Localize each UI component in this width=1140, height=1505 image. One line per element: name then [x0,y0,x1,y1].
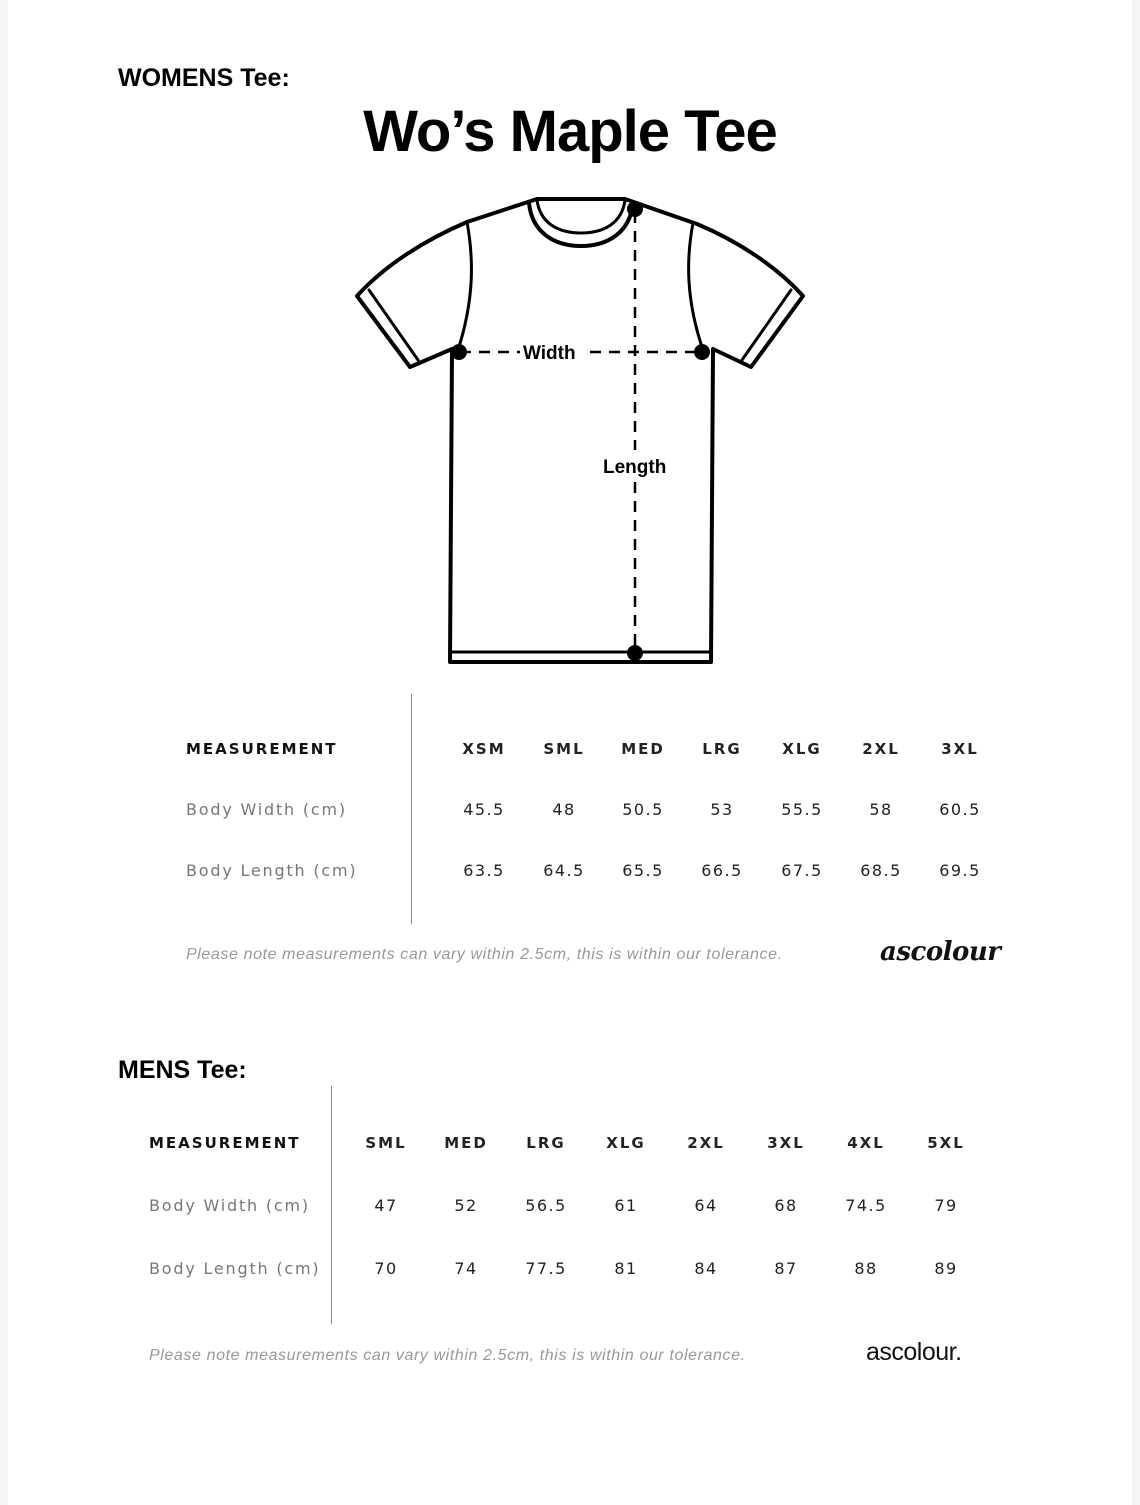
womens-size-header: LRG [702,740,742,758]
womens-cell: 68.5 [860,861,902,880]
mens-table-divider [331,1086,332,1324]
mens-cell: 88 [854,1259,878,1278]
width-label: Width [523,343,576,364]
mens-section-label: MENS Tee: [118,1056,247,1084]
womens-row-label-width: Body Width (cm) [186,800,347,819]
womens-header-measurement: MEASUREMENT [186,740,338,758]
length-label: Length [603,457,667,478]
womens-table-divider [411,694,412,924]
womens-cell: 65.5 [622,861,664,880]
womens-cell: 63.5 [463,861,505,880]
mens-size-header: SML [365,1134,407,1152]
womens-cell: 58 [869,800,893,819]
mens-cell: 89 [934,1259,958,1278]
length-point-bottom [627,645,643,661]
womens-cell: 53 [710,800,734,819]
womens-row-label-length: Body Length (cm) [186,861,358,880]
womens-chart-title: Wo’s Maple Tee [363,99,777,164]
mens-cell: 74.5 [845,1196,887,1215]
womens-cell: 45.5 [463,800,505,819]
womens-size-header: 3XL [941,740,979,758]
womens-cell: 55.5 [781,800,823,819]
womens-cell: 69.5 [939,861,981,880]
womens-cell: 67.5 [781,861,823,880]
mens-size-header: XLG [606,1134,646,1152]
mens-cell: 84 [694,1259,718,1278]
mens-cell: 70 [374,1259,398,1278]
mens-tolerance-note: Please note measurements can vary within 2.5cm, this is within our tolerance. [149,1347,746,1364]
tshirt-outline [357,199,803,662]
womens-cell: 48 [552,800,576,819]
mens-size-header: MED [444,1134,488,1152]
womens-brand-logo: ascolour [880,937,1001,967]
width-point-left [451,344,467,360]
right-sleeve-seam [689,223,703,350]
womens-cell: 66.5 [701,861,743,880]
mens-cell: 74 [454,1259,478,1278]
womens-size-header: SML [543,740,585,758]
mens-cell: 79 [934,1196,958,1215]
tshirt-collar [529,203,633,246]
womens-size-header: XLG [782,740,822,758]
mens-row-label-length: Body Length (cm) [149,1259,321,1278]
mens-cell: 64 [694,1196,718,1215]
mens-cell: 77.5 [525,1259,567,1278]
womens-size-header: MED [621,740,665,758]
left-sleeve-seam [458,222,471,350]
womens-size-header: XSM [462,740,506,758]
womens-tolerance-note: Please note measurements can vary within 2.5cm, this is within our tolerance. [186,946,783,963]
tshirt-diagram [340,188,820,678]
mens-cell: 56.5 [525,1196,567,1215]
mens-size-header: LRG [526,1134,566,1152]
mens-size-header: 3XL [767,1134,805,1152]
womens-section-label: WOMENS Tee: [118,64,290,92]
mens-cell: 68 [774,1196,798,1215]
width-point-right [694,344,710,360]
mens-row-label-width: Body Width (cm) [149,1196,310,1215]
mens-brand-logo: ascolour. [866,1338,962,1366]
mens-cell: 87 [774,1259,798,1278]
mens-cell: 81 [614,1259,638,1278]
mens-size-header: 4XL [847,1134,885,1152]
mens-size-header: 5XL [927,1134,965,1152]
length-point-top [627,201,643,217]
womens-cell: 60.5 [939,800,981,819]
womens-cell: 64.5 [543,861,585,880]
womens-cell: 50.5 [622,800,664,819]
mens-size-header: 2XL [687,1134,725,1152]
mens-header-measurement: MEASUREMENT [149,1134,301,1152]
mens-cell: 47 [374,1196,398,1215]
mens-cell: 52 [454,1196,478,1215]
womens-size-header: 2XL [862,740,900,758]
mens-cell: 61 [614,1196,638,1215]
